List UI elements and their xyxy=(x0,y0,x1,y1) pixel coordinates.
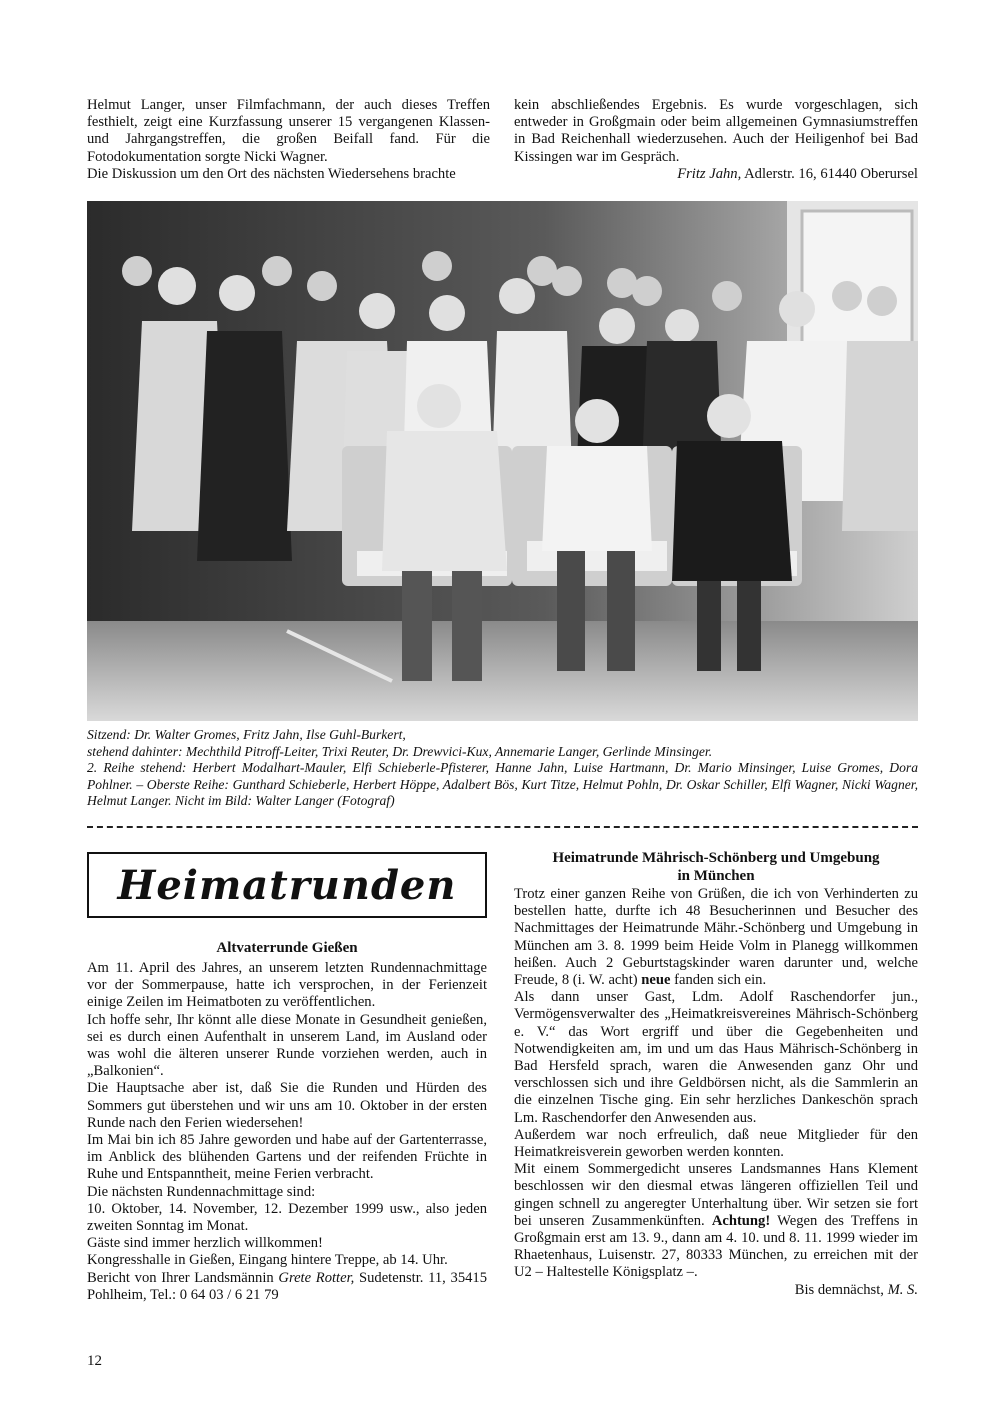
intro-left-paragraph-1: Helmut Langer, unser Filmfachmann, der auch dieses Treffen festhielt, zeigt eine Kurzfassung unserer 15 vergangenen Klassen- und Jahrgangstreffen, die großen Beifall fand. Für die Fotodokumentation sorgte Nicki Wagner. xyxy=(87,97,490,165)
right-article-signoff: Bis demnächst, M. S. xyxy=(794,1281,918,1298)
logo-text: Heimatrunden xyxy=(117,861,457,909)
right-article-paragraph-3: Außerdem war noch erfreulich, daß neue Mitglieder für den Heimatkreisverein geworben werden konnten. xyxy=(514,1126,918,1161)
section-divider xyxy=(87,826,918,828)
photo-caption xyxy=(87,727,918,810)
right-article-paragraph-2: Als dann unser Gast, Ldm. Adolf Raschendorfer jun., Vermögensverwalter des „Heimatkreisvereines Mährisch-Schönberg e. V.“ das Wort ergriff und über die Gegebenheiten und Notwendigkeiten am, im und um das Haus Mährisch-Schönberg in Bad Hersfeld sprach, waren die Anwesenden ganz Ohr und verschlossen sich und ihre Geldbörsen nicht, als die Sammlerin an die einzelnen Tische ging. Ein sehr herzliches Dankeschön sprach Lm. Raschendorfer den Anwesenden aus. xyxy=(514,989,918,1126)
left-article-closing: Bericht von Ihrer Landsmännin Grete Rotter, Sudetenstr. 11, 35415 Pohlheim, Tel.: 0 64 03 / 6 21 79 xyxy=(87,1269,488,1303)
caption-line-3: 2. Reihe stehend: Herbert Modalhart-Mauler, Elfi Schieberle-Pfisterer, Hanne Jahn, Luise Hartmann, Dr. Mario Minsinger, Luise Gromes, Dora Pohlner. – Oberste Reihe: Gunthard Schieberle, Herbert Höppe, Adalbert Bös, Kurt Titze, Helmut Pohln, Dr. Oskar Schiller, Elfi Wagner, Nicki Wagner, Helmut Langer. Nicht im Bild: Walter Langer (Fotograf) xyxy=(87,760,918,809)
intro-right-paragraph-1: kein abschließendes Ergebnis. Es wurde vorgeschlagen, sich entweder in Großgmain oder beim allgemeinen Gymnasiumstreffen in Bad Reichenhall wiederzusehen. Auch der Heiligenhof bei Bad Kissingen war im Gespräch. xyxy=(514,97,918,165)
intro-right-column xyxy=(514,97,918,183)
caption-line-1: Sitzend: Dr. Walter Gromes, Fritz Jahn, Ilse Guhl-Burkert, xyxy=(87,727,406,742)
right-article-paragraph-1: Trotz einer ganzen Reihe von Grüßen, die ich von Verhinderten zu bestellen hatte, durfte ich 48 Besucherinnen und Besucher des Nachmittages der Heimatrunde Mähr.-Schönberg und Umgebung in München am 3. 8. 1999 beim Heide Volm in Planegg willkommen heißen. Auch 2 Geburtstagskinder waren darunter und, welche Freude, 8 (i. W. acht) neue fanden sich ein. xyxy=(514,886,918,989)
group-photo xyxy=(87,201,918,721)
right-article-heading-line-1: Heimatrunde Mährisch-Schönberg und Umgebung xyxy=(552,850,880,866)
left-article-paragraph-3: Die Hauptsache aber ist, daß Sie die Runden und Hürden des Sommers gut überstehen und wir uns am 10. Oktober in der ersten Runde nach den Ferien wiedersehen! xyxy=(87,1080,487,1131)
left-article-paragraph-8: Kongresshalle in Gießen, Eingang hintere Treppe, ab 14. Uhr. xyxy=(87,1252,448,1269)
left-article-paragraph-4: Im Mai bin ich 85 Jahre geworden und habe auf der Gartenterrasse, im Anblick des blühenden Gartens und der reifenden Früchte in Ruhe und Entspanntheit, meine Ferien verbracht. xyxy=(87,1132,487,1183)
group-photo-illustration xyxy=(87,201,918,721)
right-article-heading-line-2: in München xyxy=(677,867,755,884)
right-article-body xyxy=(514,886,918,1299)
left-article-paragraph-2: Ich hoffe sehr, Ihr könnt alle diese Monate in Gesundheit genießen, sei es durch einen Aufenthalt in unserem Land, im Ausland oder was wohl die älteren unserer Runde vorziehen werden, auch in „Balkonien“. xyxy=(87,1011,487,1080)
left-article-paragraph-6: 10. Oktober, 14. November, 12. Dezember 1999 usw., also jeden zweiten Sonntag im Monat. xyxy=(87,1200,487,1235)
intro-left-paragraph-2: Die Diskussion um den Ort des nächsten Wiedersehens brachte xyxy=(87,165,456,182)
right-article-paragraph-4: Mit einem Sommergedicht unseres Landsmannes Hans Klement beschlossen wir den diesmal etwas längeren offiziellen Teil und gingen schnell zu angeregter Unterhaltung über. Wir setzen sie fort bei unseren Zusammenkünften. Achtung! Wegen des Treffens in Großgmain erst am 13. 9., dann am 4. 10. und 8. 11. 1999 wieder im Rhaetenhaus, Luisenstr. 27, 80333 München, zu erreichen mit der U2 – Haltestelle Königsplatz –. xyxy=(514,1161,918,1281)
left-article-heading: Altvaterrunde Gießen xyxy=(216,940,358,956)
right-article-heading xyxy=(514,850,918,885)
left-article-paragraph-5: Die nächsten Rundennachmittage sind: xyxy=(87,1183,316,1200)
caption-line-2: stehend dahinter: Mechthild Pitroff-Leiter, Trixi Reuter, Dr. Drewvici-Kux, Annemarie Langer, Gerlinde Minsinger. xyxy=(87,743,713,759)
intro-left-column xyxy=(87,97,490,183)
intro-signature: Fritz Jahn, Adlerstr. 16, 61440 Oberursel xyxy=(677,165,918,182)
left-article-paragraph-1: Am 11. April des Jahres, an unserem letzten Rundennachmittage vor der Sommerpause, hatte ich versprochen, in der Ferienzeit einige Zeilen im Heimatboten zu veröffentlichen. xyxy=(87,960,487,1011)
page-number: 12 xyxy=(87,1353,102,1369)
left-article-body xyxy=(87,960,487,1304)
left-article-paragraph-7: Gäste sind immer herzlich willkommen! xyxy=(87,1235,323,1252)
heimatrunden-logo xyxy=(87,852,487,918)
